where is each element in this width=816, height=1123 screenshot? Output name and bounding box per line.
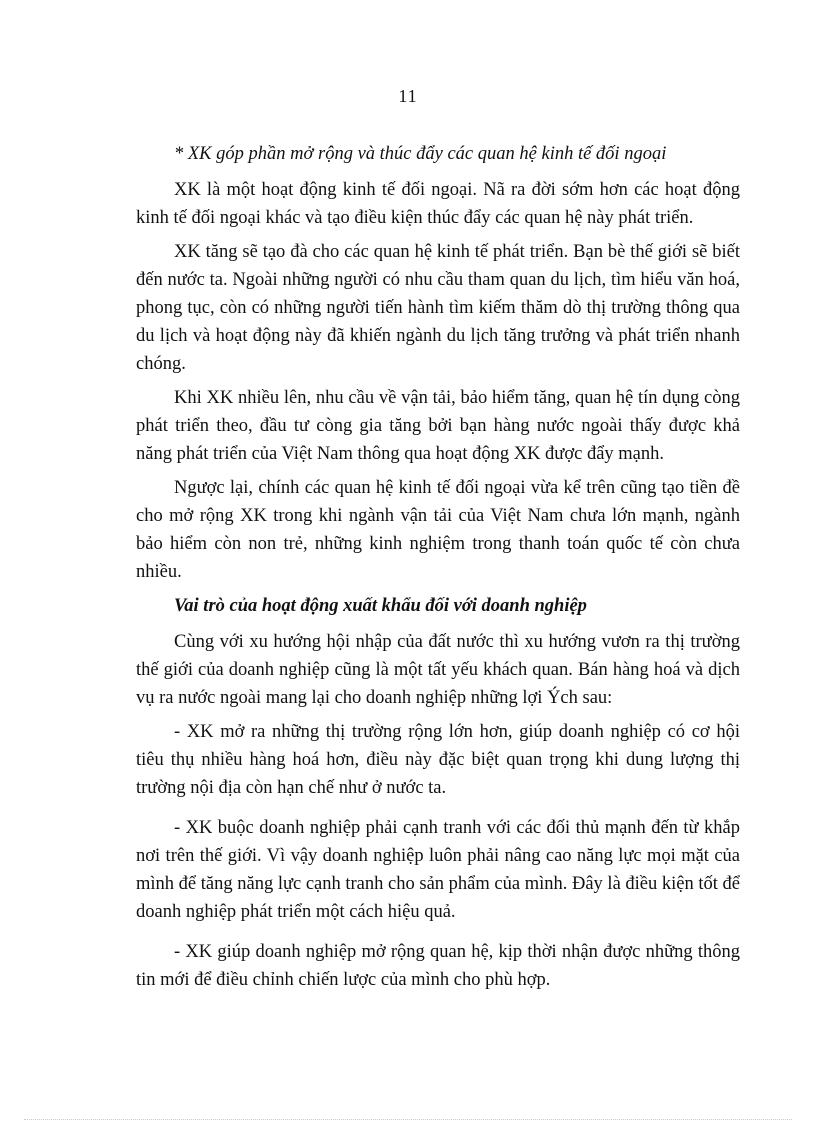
paragraph-integration-trend: Cùng với xu hướng hội nhập của đất nước thì xu hướng vươn ra thị trường thế giới của doanh nghiệp cũng là một tất yếu khách quan. Bán hàng hoá và dịch vụ ra nước ngoài mang lại cho doanh nghiệp những lợi Ých sau: xyxy=(136,632,740,708)
paragraph-transport-insurance: Khi XK nhiều lên, nhu cầu về vận tải, bảo hiểm tăng, quan hệ tín dụng còng phát triển theo, đầu tư còng gia tăng bởi bạn hàng nước ngoài thấy được khả năng phát triển của Việt Nam thông qua hoạt động XK được đẩy mạnh. xyxy=(136,388,740,464)
subheading-foreign-relations: * XK góp phần mở rộng và thúc đẩy các quan hệ kinh tế đối ngoại xyxy=(174,144,667,164)
bullet-larger-markets: - XK mở ra những thị trường rộng lớn hơn, giúp doanh nghiệp có cơ hội tiêu thụ nhiều hàng hoá hơn, điều này đặc biệt quan trọng khi dung lượng thị trường nội địa còn hạn chế như ở nước ta. xyxy=(136,722,740,798)
page-body xyxy=(136,140,740,1006)
bullet-relations-info: - XK giúp doanh nghiệp mở rộng quan hệ, kịp thời nhận được những thông tin mới để điều chỉnh chiến lược của mình cho phù hợp. xyxy=(136,942,740,990)
paragraph-conversely: Ngược lại, chính các quan hệ kinh tế đối ngoại vừa kể trên cũng tạo tiền đề cho mở rộng XK trong khi ngành vận tải của Việt Nam chưa lớn mạnh, ngành bảo hiểm còn non trẻ, những kinh nghiệm trong thanh toán quốc tế còn chưa nhiều. xyxy=(136,478,740,582)
subheading-enterprise-role: Vai trò của hoạt động xuất khẩu đối với doanh nghiệp xyxy=(174,596,587,616)
paragraph-foreign-activity: XK là một hoạt động kinh tế đối ngoại. Nã ra đời sớm hơn các hoạt động kinh tế đối ngoại khác và tạo điều kiện thúc đẩy các quan hệ này phát triển. xyxy=(136,180,740,228)
paragraph-economic-relations: XK tăng sẽ tạo đà cho các quan hệ kinh tế phát triển. Bạn bè thế giới sẽ biết đến nước ta. Ngoài những người có nhu cầu tham quan du lịch, tìm hiểu văn hoá, phong tục, còn có những người tiến hành tìm kiếm thăm dò thị trường thông qua du lịch và hoạt động này đã khiến ngành du lịch tăng trưởng và phát triển nhanh chóng. xyxy=(136,242,740,374)
page-number: 11 xyxy=(398,86,418,106)
bullet-competition: - XK buộc doanh nghiệp phải cạnh tranh với các đối thủ mạnh đến từ khắp nơi trên thế giới. Vì vậy doanh nghiệp luôn phải nâng cao năng lực mọi mặt của mình để tăng năng lực cạnh tranh cho sản phẩm của mình. Đây là điều kiện tốt để doanh nghiệp phát triển một cách hiệu quả. xyxy=(136,818,740,922)
page-bottom-divider xyxy=(24,1119,792,1120)
